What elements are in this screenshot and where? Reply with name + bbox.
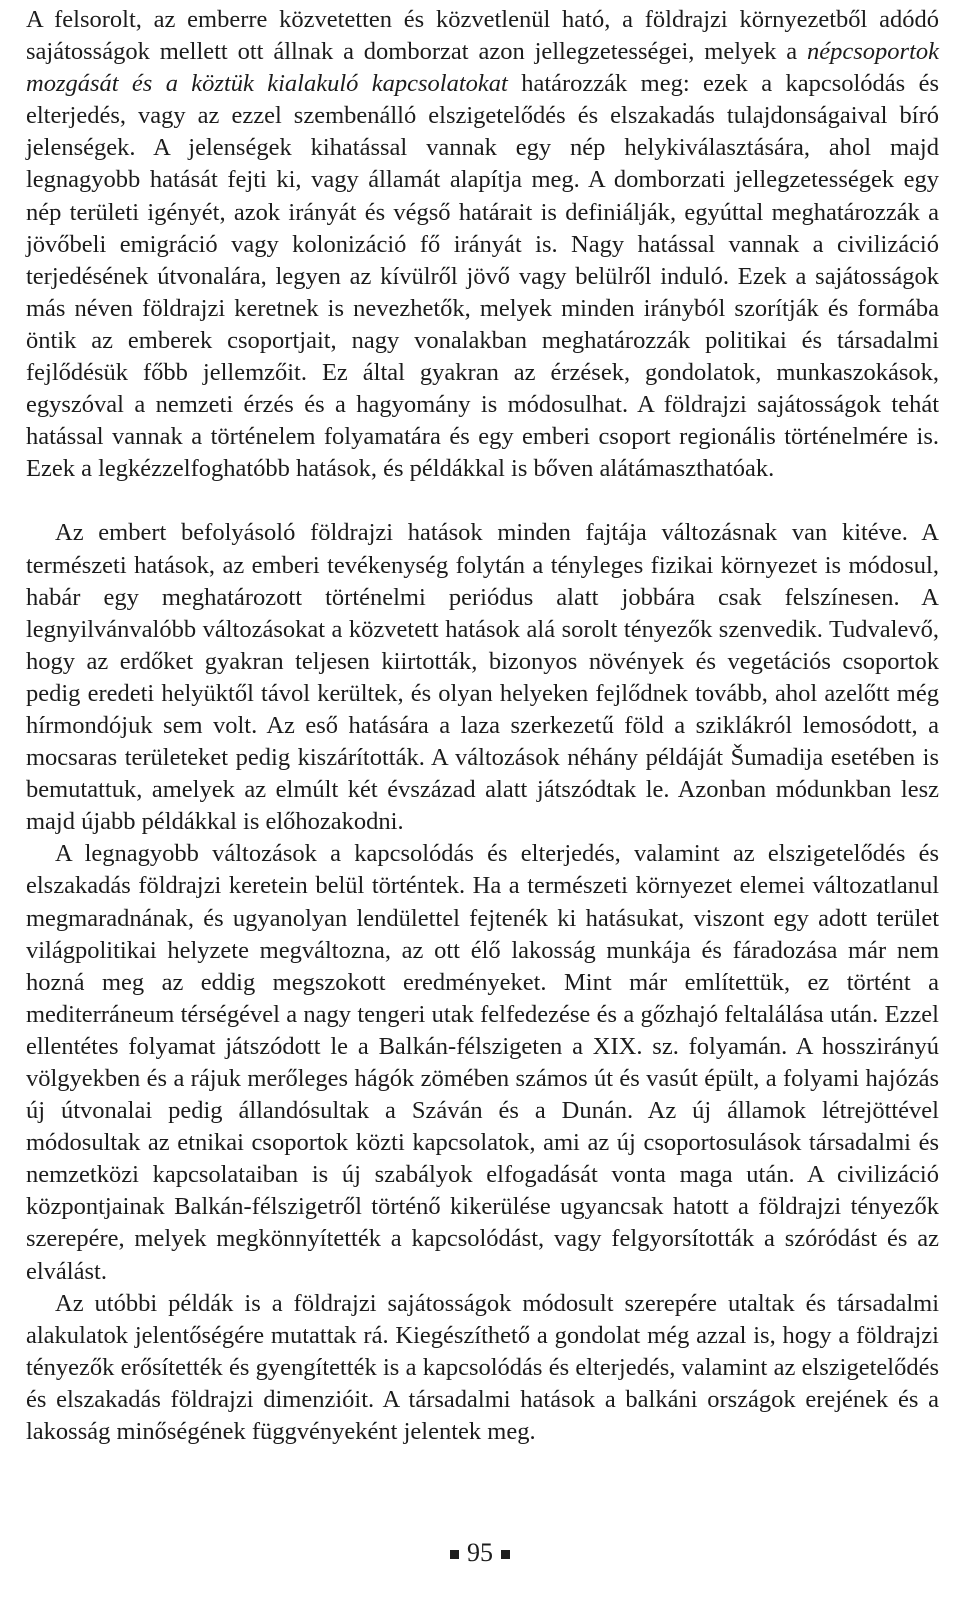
paragraph-1-rest: határozzák meg: ezek a kapcsolódás és elterjedés, vagy az ezzel szembenálló elszigetelődés és elszakadás tulajdonságaival bíró jelenségek. A jelenségek kihatással vannak egy nép helykiválasztására, ahol majd legnagyobb hatását fejti ki, vagy államát alapítja meg. A domborzati jellegzetességek egy nép területi igényét, azok irányát és végső határait is definiálják, egyúttal meghatározzák a jövőbeli emigráció vagy kolonizáció fő irányát is. Nagy hatással vannak a civilizáció terjedésének útvonalára, legyen az kívülről jövő vagy belülről induló. Ezek a sajátosságok más néven földrajzi keretnek is nevezhetők, melyek minden irányból szorítják és formába öntik az emberek csoportjait, nagy vonalakban meghatározzák politikai és társadalmi fejlődésük főbb jellemzőit. Ez által gyakran az érzések, gondolatok, munkaszokások, egyszóval a nemzeti érzés és a hagyomány is módosulhat. A földrajzi sajátosságok tehát hatással vannak a történelem folyamatára és egy emberi csoport regionális történelmére is. Ezek a legkézzelfoghatóbb hatások, és példákkal is bőven alátámaszthatóak. bbox=[26, 70, 939, 483]
paragraph-1-lead: A felsorolt, az emberre közvetetten és közvetlenül ható, a földrajzi környezetből adódó sajátosságok mellett ott állnak a domborzat azon jellegzetességei, melyek a bbox=[26, 6, 939, 66]
page-number-footer bbox=[0, 1538, 960, 1568]
left-square-ornament bbox=[450, 1550, 459, 1559]
paragraph-3: A legnagyobb változások a kapcsolódás és elterjedés, valamint az elszigetelődés és elszakadás földrajzi keretein belül történtek. Ha a természeti környezet elemei változatlanul megmaradnának, és ugyanolyan lendülettel fejtenék ki hatásukat, viszont egy adott terület világpolitikai helyzete megváltozna, az ott élő lakosság munkája és fáradozása már nem hozná meg az eddig megszokott eredményeket. Mint már említettük, ez történt a mediterráneum térségével a nagy tengeri utak felfedezése és a gőzhajó feltalálása után. Ezzel ellentétes folyamat játszódott le a Balkán-félszigeten a XIX. sz. folyamán. A hosszirányú völgyekben és a rájuk merőleges hágók zömében számos út és vasút épült, a folyami hajózás új útvonalai pedig állandósultak a Száván és a Dunán. Az új államok létrejöttével módosultak az etnikai csoportok közti kapcsolatok, ami az új csoportosulások társadalmi és nemzetközi kapcsolataiban is új szabályok elfogadását vonta maga után. A civilizáció központjainak Balkán-félszigetről történő kikerülése ugyancsak hatott a földrajzi tényezők szerepére, melyek megkönnyítették a kapcsolódást, vagy felgyorsították a szóródást és az elválást. bbox=[26, 840, 939, 1285]
paragraph-1-emphasis: népcsoportok mozgását és a köztük kialakuló kapcsolatokat bbox=[26, 38, 939, 98]
right-square-ornament bbox=[501, 1550, 510, 1559]
paragraph-4: Az utóbbi példák is a földrajzi sajátosságok módosult szerepére utaltak és társadalmi alakulatok jelentőségére mutattak rá. Kiegészíthető a gondolat még azzal is, hogy a földrajzi tényezők erősítették és gyengítették is a kapcsolódás és elterjedés, valamint az elszigetelődés és elszakadás földrajzi dimenzióit. A társadalmi hatások a balkáni országok erejének és a lakosság minőségének függvényeként jelentek meg. bbox=[26, 1289, 939, 1446]
page-number: 95 bbox=[467, 1538, 493, 1567]
paragraph-1 bbox=[26, 4, 939, 485]
paragraph-2: Az embert befolyásoló földrajzi hatások minden fajtája változásnak van kitéve. A természeti hatások, az emberi tevékenység folytán a tényleges fizikai környezet is módosul, habár egy meghatározott történelmi periódus alatt jobbára csak felszínesen. A legnyilvánvalóbb változásokat a közvetett hatások alá sorolt tényezők szenvedik. Tudvalevő, hogy az erdőket gyakran teljesen kiirtották, bizonyos növények és vegetációs csoportok pedig eredeti helyüktől távol kerültek, és olyan helyeken fejlődnek tovább, ahol azelőtt még hírmondójuk sem volt. Az eső hatására a laza szerkezetű föld a sziklákról lemosódott, a mocsaras területeket pedig kiszárították. A változások néhány példáját Šumadija esetében is bemutattuk, amelyek az elmúlt két évszázad alatt játszódtak le. Azonban módunkban lesz majd újabb példákkal is előhozakodni. bbox=[26, 519, 939, 836]
